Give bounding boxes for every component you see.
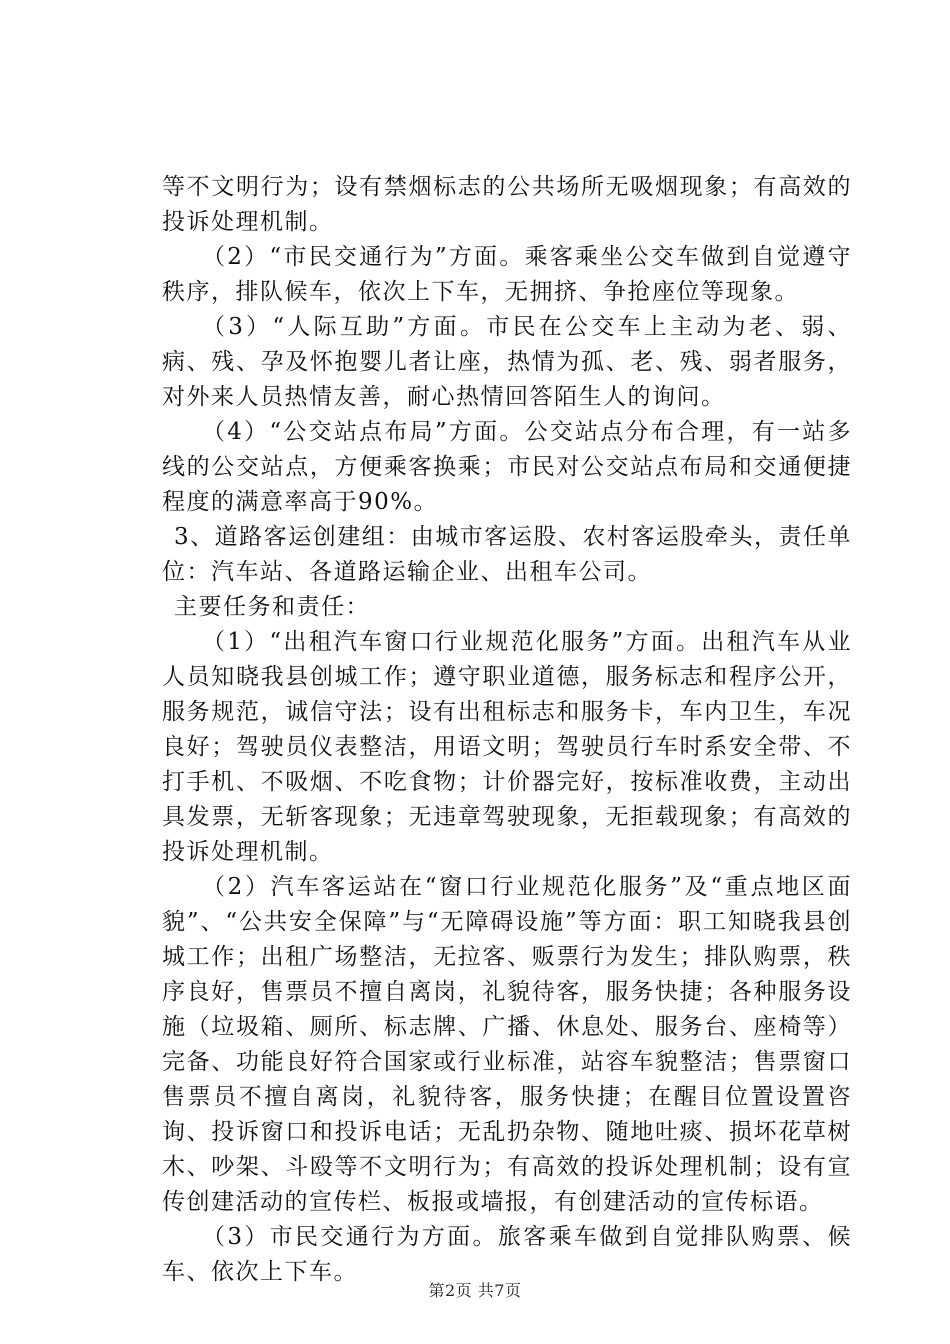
paragraph-item: （2）“市民交通行为”方面。乘客乘坐公交车做到自觉遵守秩序，排队候车，依次上下车，无拥挤、争抢座位等现象。 bbox=[162, 244, 852, 305]
page-number-footer: 第2页 共7页 bbox=[428, 1281, 522, 1300]
paragraph-item: （3）“人际互助”方面。市民在公交车上主动为老、弱、病、残、孕及怀抱婴儿者让座，热情为孤、老、残、弱者服务，对外来人员热情友善，耐心热情回答陌生人的询问。 bbox=[162, 314, 852, 410]
paragraph-item: （4）“公交站点布局”方面。公交站点分布合理，有一站多线的公交站点，方便乘客换乘；市民对公交站点布局和交通便捷程度的满意率高于90%。 bbox=[162, 419, 852, 515]
paragraph-continuation: 等不文明行为；设有禁烟标志的公共场所无吸烟现象；有高效的投诉处理机制。 bbox=[162, 174, 852, 235]
subsection-label: 主要任务和责任： bbox=[174, 594, 370, 620]
paragraph-item: （1）“出租汽车窗口行业规范化服务”方面。出租汽车从业人员知晓我县创城工作；遵守职业道德，服务标志和程序公开，服务规范，诚信守法；设有出租标志和服务卡，车内卫生，车况良好；驾驶员仪表整洁，用语文明；驾驶员行车时系安全带、不打手机、不吸烟、不吃食物；计价器完好，按标准收费，主动出具发票，无斩客现象；无违章驾驶现象，无拒载现象；有高效的投诉处理机制。 bbox=[162, 629, 852, 865]
paragraph-item: （3）市民交通行为方面。旅客乘车做到自觉排队购票、候车、依次上下车。 bbox=[162, 1224, 852, 1285]
paragraph-item: （2）汽车客运站在“窗口行业规范化服务”及“重点地区面貌”、“公共安全保障”与“无障碍设施”等方面：职工知晓我县创城工作；出租广场整洁，无拉客、贩票行为发生；排队购票，秩序良好，售票员不擅自离岗，礼貌待客，服务快捷；各种服务设施（垃圾箱、厕所、标志牌、广播、休息处、服务台、座椅等）完备、功能良好符合国家或行业标准，站容车貌整洁；售票窗口售票员不擅自离岗，礼貌待客，服务快捷；在醒目位置设置咨询、投诉窗口和投诉电话；无乱扔杂物、随地吐痰、损坏花草树木、吵架、斗殴等不文明行为；有高效的投诉处理机制；设有宣传创建活动的宣传栏、板报或墙报，有创建活动的宣传标语。 bbox=[162, 874, 852, 1215]
section-heading-paragraph: 3、道路客运创建组：由城市客运股、农村客运股牵头，责任单位：汽车站、各道路运输企业、出租车公司。 bbox=[162, 524, 852, 585]
document-body bbox=[162, 170, 852, 1290]
